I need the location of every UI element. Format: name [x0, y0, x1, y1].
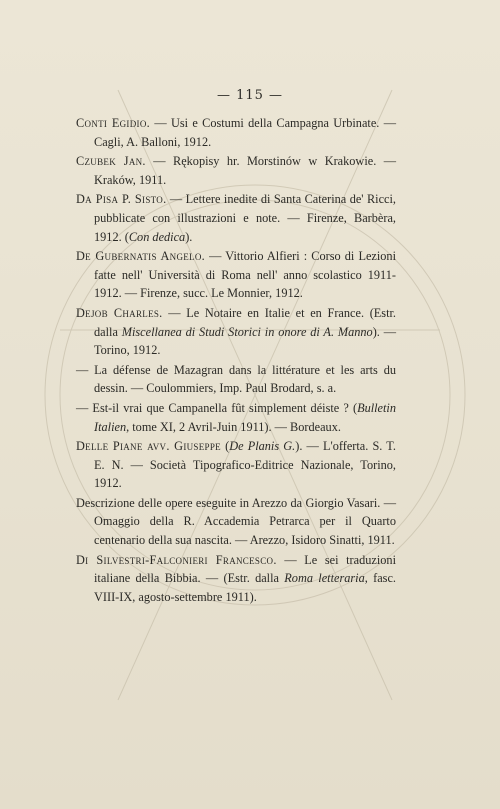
entry-text: — Usi e Costumi della Campagna Urbinate. — Cagli, A. Balloni, 1912.: [94, 116, 396, 149]
entry-author: Czubek Jan.: [76, 154, 146, 169]
entry-text: (: [220, 439, 230, 454]
bibliography-entry: [76, 247, 396, 303]
entry-text: — Le sei traduzioni italiane della Bibbia. — (Estr. dalla: [94, 552, 396, 586]
bibliography-entry: [76, 437, 396, 493]
entry-italic-title: Con dedica: [128, 229, 186, 244]
entry-italic-title: Roma letteraria: [284, 571, 365, 586]
bibliography-entry: [76, 152, 396, 189]
bibliography-entry: [76, 190, 396, 246]
entry-text: — La défense de Mazagran dans la littérature et les arts du dessin. — Coulommiers, Imp. Paul Brodard, s. a.: [76, 362, 396, 396]
page-number: — 115 —: [216, 88, 284, 103]
entry-author: Dejob Charles.: [76, 305, 163, 320]
entry-author: Conti Egidio.: [76, 116, 150, 130]
bibliography-entry: [76, 551, 396, 607]
bibliography-entry: [76, 361, 396, 398]
bibliography-entry: [76, 399, 396, 436]
entry-text: — Vittorio Alfieri : Corso di Lezioni fatte nell' Università di Roma nell' anno scolastico 1911-1912. — Firenze, succ. Le Monnier, 1912.: [94, 249, 396, 301]
entry-author: Di Silvestri-Falconieri Francesco.: [76, 552, 277, 567]
entry-text: ). — Torino, 1912.: [94, 324, 396, 358]
entry-text: ). — L'offerta. S. T. E. N. — Società Tipografico-Editrice Nazionale, Torino, 1912.: [94, 439, 396, 491]
entry-text: , tome XI, 2 Avril-Juin 1911). — Bordeaux.: [126, 419, 341, 434]
bibliography-entry: [76, 304, 396, 360]
entry-italic-title: Bulletin Italien: [94, 400, 396, 434]
entry-author: Delle Piane avv. Giuseppe: [76, 439, 221, 454]
entry-italic-title: De Planis G.: [229, 439, 296, 454]
entry-italic-title: Miscellanea di Studi Storici in onore di A. Manno: [121, 324, 373, 339]
bibliography-list: [76, 114, 396, 607]
entry-text: ).: [185, 229, 193, 244]
entry-text: , fasc. VIII-IX, agosto-settembre 1911).: [94, 571, 397, 604]
entry-text: Descrizione delle opere eseguite in Arezzo da Giorgio Vasari. — Omaggio della R. Accademia Petrarca per il Quarto centenario della sua nascita. — Arezzo, Isidoro Sinatti, 1911.: [76, 495, 396, 548]
entry-author: Da Pisa P. Sisto.: [76, 192, 167, 207]
bibliography-entry: [76, 494, 396, 550]
bibliography-entry: [76, 114, 396, 151]
entry-text: — Lettere inedite di Santa Caterina de' Ricci, pubblicate con illustrazioni e note. — Firenze, Barbèra, 1912. (: [94, 192, 396, 244]
entry-text: — Est-il vrai que Campanella fût simplement déiste ? (: [76, 400, 358, 415]
entry-text: — Le Notaire en Italie et en France. (Estr. dalla: [94, 305, 397, 339]
entry-text: — Rękopisy hr. Morstinów w Krakowie. — Kraków, 1911.: [94, 154, 397, 187]
entry-author: De Gubernatis Angelo.: [76, 249, 206, 264]
